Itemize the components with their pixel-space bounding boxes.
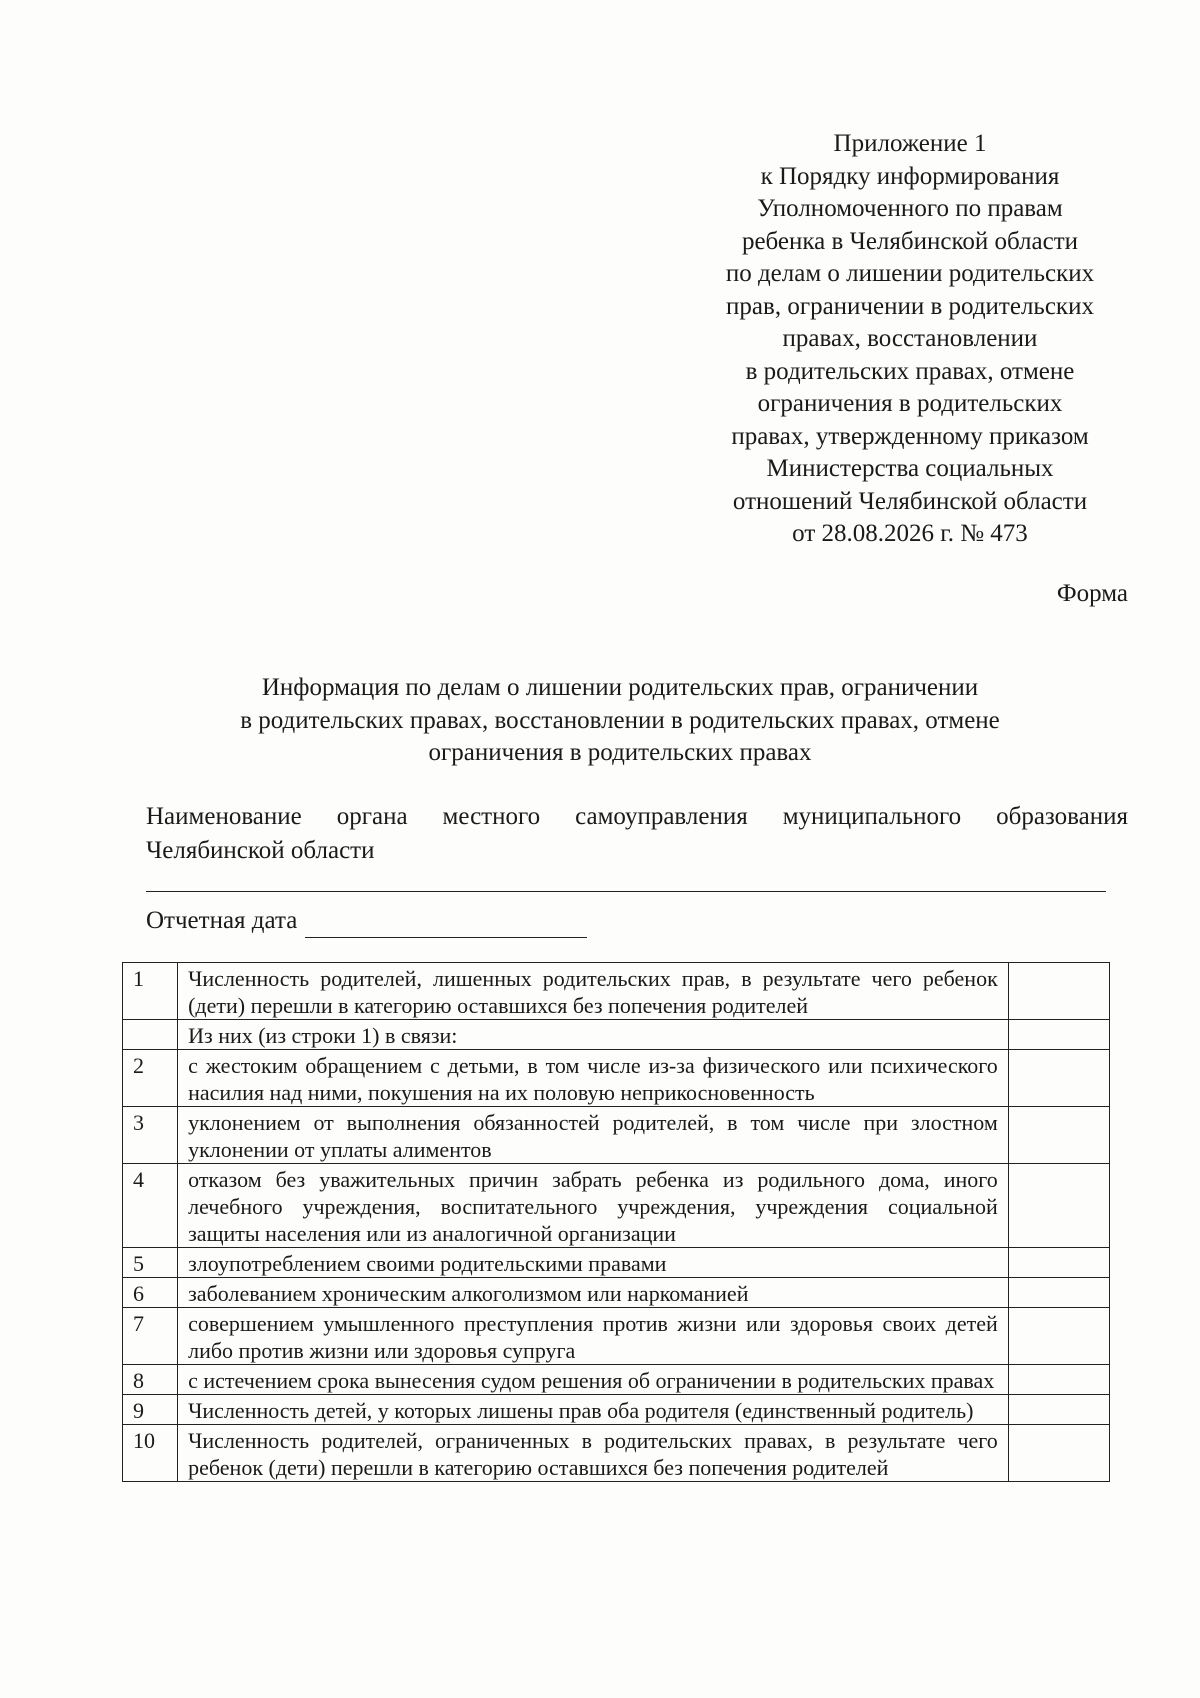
row-number: 5	[123, 1248, 178, 1278]
row-value-cell[interactable]	[1008, 1050, 1109, 1107]
row-number: 4	[123, 1164, 178, 1248]
appendix-line: прав, ограничении в родительских	[726, 292, 1094, 320]
appendix-line: правах, восстановлении	[782, 325, 1038, 352]
report-date-label: Отчетная дата	[146, 907, 298, 934]
table-row	[123, 1365, 1110, 1395]
row-description: с жестоким обращением с детьми, в том числе из-за физического или психического насилия над ними, покушения на их половую неприкосновенность	[178, 1050, 1009, 1107]
row-description: отказом без уважительных причин забрать ребенка из родильного дома, иного лечебного учреждения, воспитательного учреждения, учреждения социальной защиты населения или из аналогичной организации	[178, 1164, 1009, 1248]
appendix-line: в родительских правах, отмене	[745, 357, 1075, 385]
row-value-cell[interactable]	[1008, 1395, 1109, 1425]
table-row	[123, 1395, 1110, 1425]
title-line: Информация по делам о лишении родительских прав, ограничении	[261, 674, 979, 701]
row-description: уклонением от выполнения обязанностей родителей, в том числе при злостном уклонении от уплаты алиментов	[178, 1107, 1009, 1164]
appendix-line: Министерства социальных	[766, 455, 1054, 482]
report-date-fill-line[interactable]	[305, 911, 587, 938]
table-row	[123, 1164, 1110, 1248]
row-value-cell[interactable]	[1008, 1425, 1109, 1482]
table-row	[123, 1308, 1110, 1365]
row-number: 8	[123, 1365, 178, 1395]
row-description: Численность родителей, лишенных родительских прав, в результате чего ребенок (дети) перешли в категорию оставшихся без попечения родителей	[178, 963, 1009, 1020]
appendix-line: Приложение 1	[833, 130, 987, 157]
appendix-line: отношений Челябинской области	[732, 487, 1088, 515]
row-value-cell[interactable]	[1008, 1308, 1109, 1365]
row-description: злоупотреблением своими родительскими правами	[178, 1248, 1009, 1278]
data-table	[122, 962, 1110, 1482]
row-description: заболеванием хроническим алкоголизмом или наркоманией	[178, 1278, 1009, 1308]
row-number: 7	[123, 1308, 178, 1365]
table-row	[123, 1020, 1110, 1050]
row-value-cell[interactable]	[1008, 1365, 1109, 1395]
row-number: 10	[123, 1425, 178, 1482]
appendix-line: ограничения в родительских	[757, 390, 1063, 417]
row-description: Из них (из строки 1) в связи:	[178, 1020, 1009, 1050]
form-label: Форма	[1056, 580, 1128, 607]
title-line: ограничения в родительских правах	[428, 739, 812, 766]
appendix-line: Уполномоченного по правам	[757, 195, 1063, 222]
row-description: Численность детей, у которых лишены прав оба родителя (единственный родитель)	[178, 1395, 1009, 1425]
row-value-cell[interactable]	[1008, 1164, 1109, 1248]
appendix-line: ребенка в Челябинской области	[741, 227, 1079, 255]
row-number: 9	[123, 1395, 178, 1425]
row-value-cell[interactable]	[1008, 1107, 1109, 1164]
org-name-label	[146, 800, 1128, 868]
document-title	[180, 672, 1060, 770]
appendix-line: по делам о лишении родительских	[725, 260, 1095, 287]
appendix-line: к Порядку информирования	[760, 162, 1060, 190]
table-row	[123, 1425, 1110, 1482]
row-value-cell[interactable]	[1008, 1020, 1109, 1050]
table-row	[123, 1107, 1110, 1164]
table-row	[123, 963, 1110, 1020]
row-number: 3	[123, 1107, 178, 1164]
org-name-fill-line[interactable]	[146, 891, 1106, 892]
row-number: 6	[123, 1278, 178, 1308]
row-description: Численность родителей, ограниченных в родительских правах, в результате чего ребенок (дети) перешли в категорию оставшихся без попечения родителей	[178, 1425, 1009, 1482]
appendix-header	[680, 128, 1140, 551]
table-row	[123, 1248, 1110, 1278]
org-name-line-1: Наименование органа местного самоуправления муниципального образования	[146, 803, 1128, 830]
row-value-cell[interactable]	[1008, 1278, 1109, 1308]
report-date-row	[146, 904, 587, 938]
appendix-line: правах, утвержденному приказом	[731, 422, 1089, 450]
row-description: с истечением срока вынесения судом решения об ограничении в родительских правах	[178, 1365, 1009, 1395]
row-number	[123, 1020, 178, 1050]
table-row	[123, 1050, 1110, 1107]
table-row	[123, 1278, 1110, 1308]
row-number: 1	[123, 963, 178, 1020]
appendix-line: от 28.08.2026 г. № 473	[792, 520, 1028, 547]
title-line: в родительских правах, восстановлении в родительских правах, отмене	[240, 706, 1000, 734]
org-name-line-2: Челябинской области	[146, 837, 375, 864]
row-value-cell[interactable]	[1008, 1248, 1109, 1278]
row-description: совершением умышленного преступления против жизни или здоровья своих детей либо против жизни или здоровья супруга	[178, 1308, 1009, 1365]
row-value-cell[interactable]	[1008, 963, 1109, 1020]
row-number: 2	[123, 1050, 178, 1107]
